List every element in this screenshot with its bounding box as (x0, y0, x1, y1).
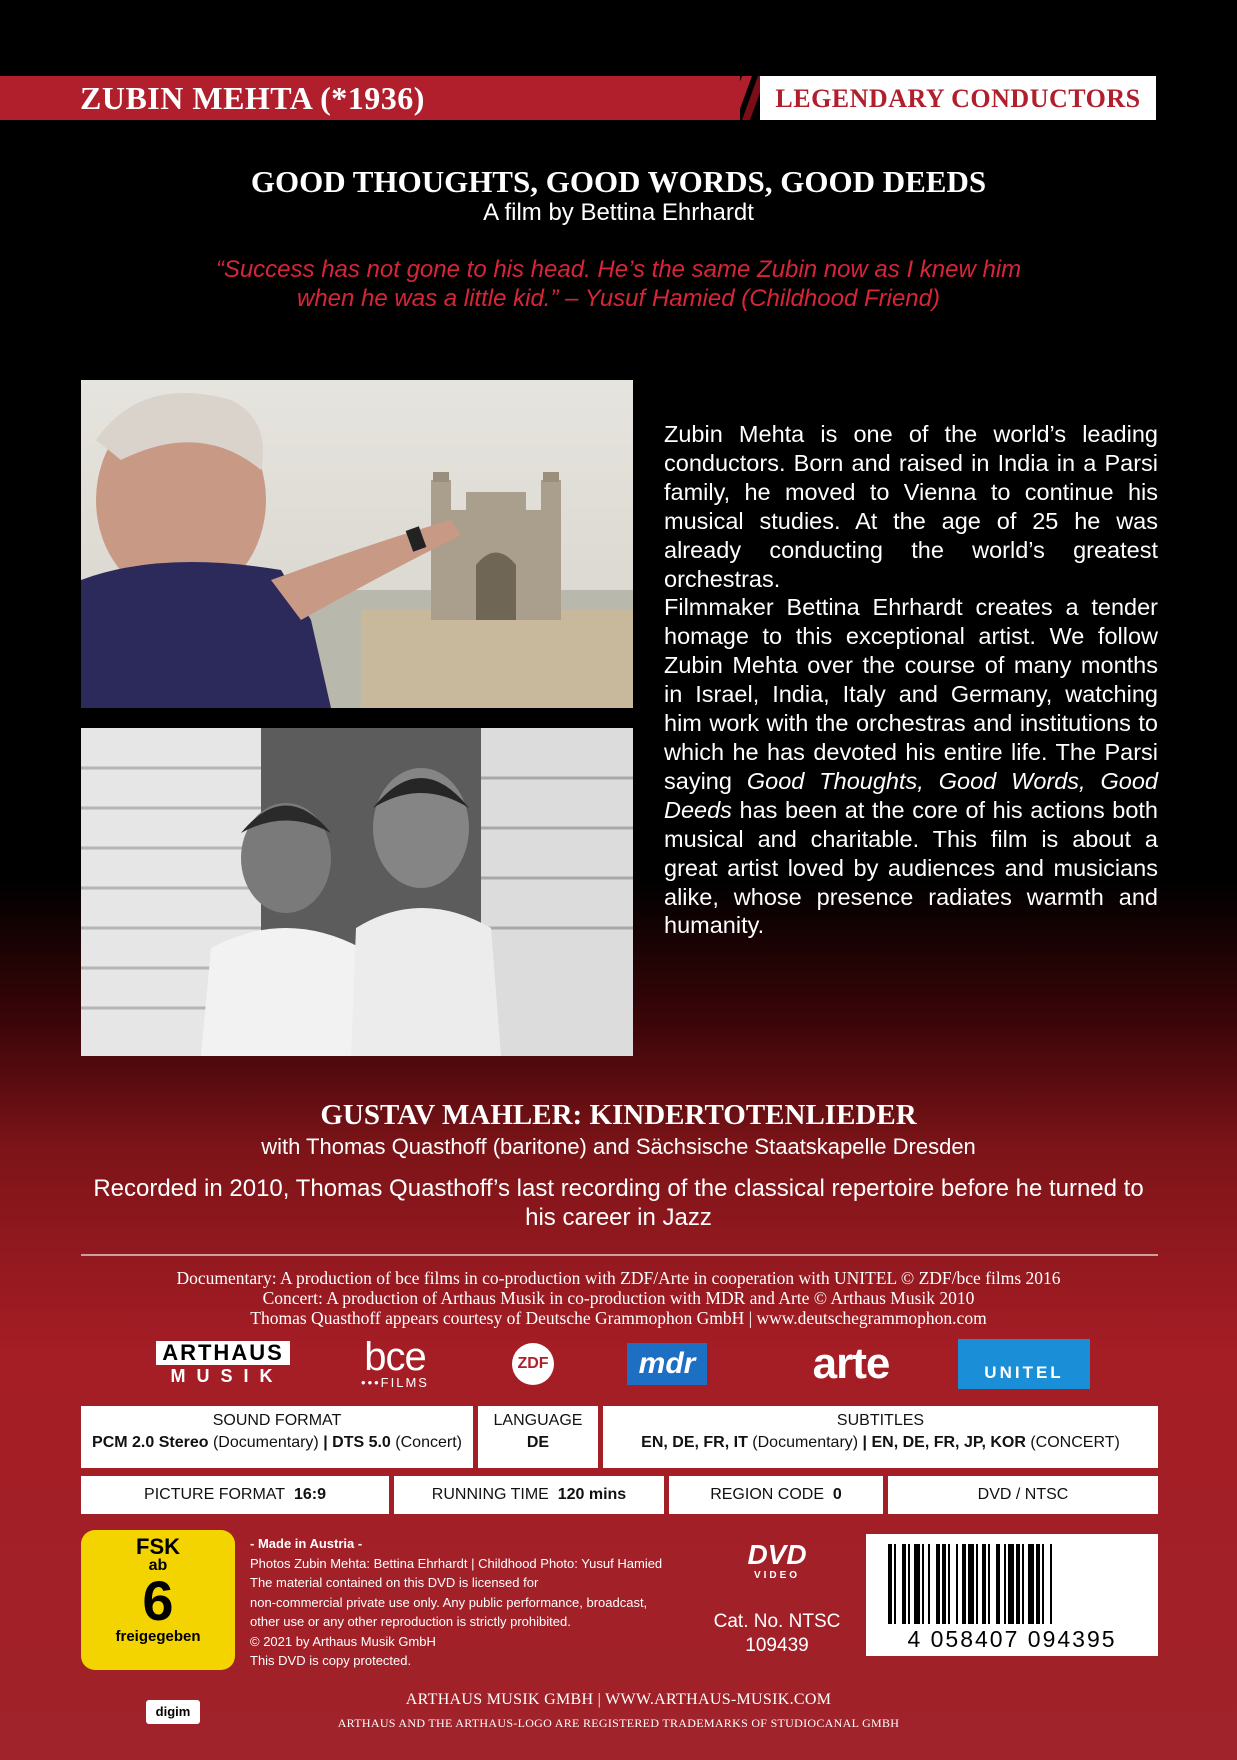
description (664, 420, 1158, 940)
barcode-digits: 4 058407 094395 (907, 1626, 1117, 1652)
dvd-video-logo: DVD VIDEO (747, 1539, 807, 1581)
concert-subtitle: with Thomas Quasthoff (baritone) and Sächsische Staatskapelle Dresden (261, 1134, 976, 1159)
format-box: DVD / NTSC (888, 1476, 1158, 1514)
legal-line: other use or any other reproduction is strictly prohibited. (250, 1614, 571, 1629)
description-paragraph-2: Filmmaker Bettina Ehrhardt creates a tender homage to this exceptional artist. We follow Zubin Mehta over the course of many months in Israel, India, Italy and Germany, watching him work with the orchestras and institutions to which he has devoted his entire life. The Parsi saying Good Thoughts, Good Words, Good Deeds has been at the core of his actions both musical and charitable. This film is about a great artist loved by audiences and musicians alike, whose presence radiates warmth and humanity. (664, 594, 1159, 939)
arte-logo: arte (812, 1339, 890, 1388)
legal-line: Photos Zubin Mehta: Bettina Ehrhardt | Childhood Photo: Yusuf Hamied (250, 1555, 663, 1571)
gateway-building (431, 472, 561, 620)
credits (60, 1268, 1177, 1328)
sound-format-box: SOUND FORMAT PCM 2.0 Stereo (Documentary) | DTS 5.0 (Concert) (81, 1406, 473, 1468)
series-title: LEGENDARY CONDUCTORS (775, 84, 1141, 113)
barcode (866, 1534, 1158, 1656)
legal-line: - Made in Austria - (250, 1536, 363, 1551)
header-title: ZUBIN MEHTA (*1936) (80, 80, 425, 116)
footer-trademark: ARTHAUS AND THE ARTHAUS-LOGO ARE REGISTERED TRADEMARKS OF STUDIOCANAL GMBH (337, 1716, 900, 1730)
legal-line: This DVD is copy protected. (250, 1653, 412, 1668)
credit-line: Thomas Quasthoff appears courtesy of Deutsche Grammophon GmbH | www.deutschegrammophon.com (250, 1308, 987, 1328)
credit-line: Documentary: A production of bce films in co-production with ZDF/Arte in cooperation with UNITEL © ZDF/bce films 2016 (176, 1268, 1061, 1288)
picture-format-box: PICTURE FORMAT 16:9 (81, 1476, 389, 1514)
concert-note: Recorded in 2010, Thomas Quasthoff’s last recording of the classical repertoire before he turned to his career in Jazz (93, 1175, 1144, 1231)
legal-line: The material contained on this DVD is licensed for (250, 1575, 539, 1590)
fsk-rating-badge: FSK ab 6 freigegeben (81, 1530, 235, 1670)
subtitles-box: SUBTITLES EN, DE, FR, IT (Documentary) | EN, DE, FR, JP, KOR (CONCERT) (603, 1406, 1158, 1468)
mdr-logo: mdr (604, 1340, 730, 1388)
footer-publisher: ARTHAUS MUSIK GMBH | WWW.ARTHAUS-MUSIK.COM (405, 1691, 832, 1708)
film-title: GOOD THOUGHTS, GOOD WORDS, GOOD DEEDS (250, 164, 987, 199)
concert-title: GUSTAV MAHLER: KINDERTOTENLIEDER (320, 1099, 917, 1131)
legal-line: non-commercial private use only. Any public performance, broadcast, (250, 1594, 648, 1610)
catalogue-number: Cat. No. NTSC 109439 (713, 1611, 841, 1656)
unitel-logo: UNITEL (958, 1340, 1090, 1388)
arthaus-logo: ARTHAUS M U S I K (144, 1340, 302, 1388)
language-box: LANGUAGE DE (478, 1406, 598, 1468)
quote: “Success has not gone to his head. He’s the same Zubin now as I knew him when he was a little kid.” – Yusuf Hamied (Childhood Friend) (215, 256, 1022, 312)
credit-line: Concert: A production of Arthaus Musik in co-production with MDR and Arte © Arthaus Musik 2010 (262, 1288, 975, 1308)
photo-childhood (81, 728, 633, 1056)
running-time-box: RUNNING TIME 120 mins (394, 1476, 664, 1514)
description-paragraph-1: Zubin Mehta is one of the world’s leading conductors. Born and raised in India in a Parsi family, he moved to Vienna to continue his musical studies. At the age of 25 he was already conducting the world’s greatest orchestras. (664, 421, 1158, 592)
photo-mehta-pointing (81, 380, 633, 708)
digim-logo: digim (146, 1700, 200, 1724)
divider (81, 1254, 1158, 1256)
region-code-box: REGION CODE 0 (669, 1476, 883, 1514)
legal-line: © 2021 by Arthaus Musik GmbH (250, 1633, 436, 1649)
bce-films-logo: bce •••FILMS (361, 1334, 429, 1390)
film-subtitle: A film by Bettina Ehrhardt (483, 199, 754, 226)
zdf-logo: ZDF (478, 1340, 568, 1388)
legal-text (250, 1534, 670, 1671)
